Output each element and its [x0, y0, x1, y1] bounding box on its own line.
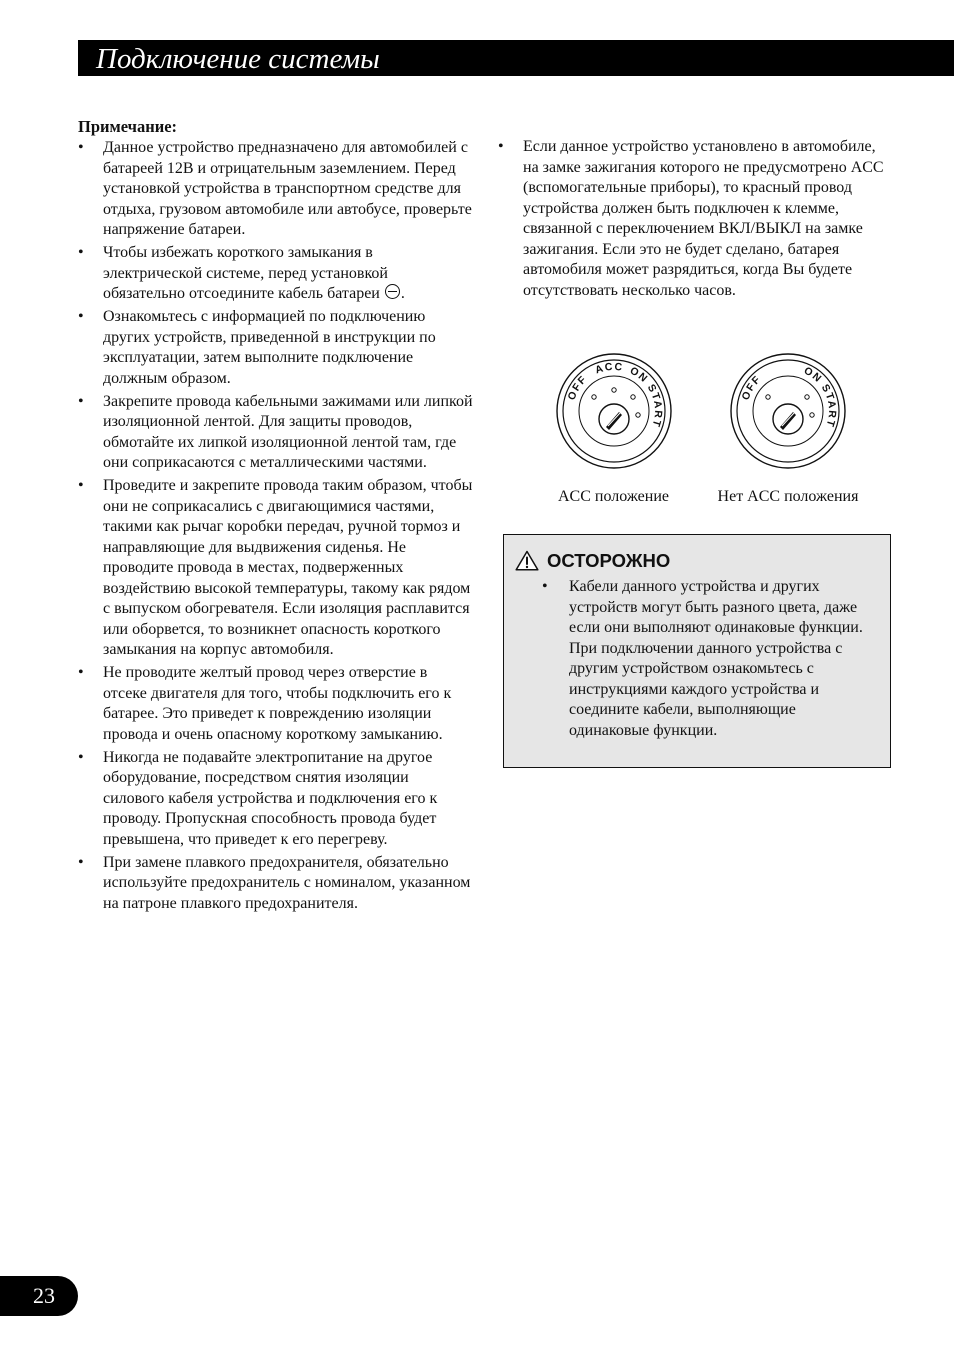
bullet: •	[78, 139, 84, 156]
list-item	[78, 392, 473, 474]
list-item	[78, 853, 473, 915]
list-item	[542, 577, 872, 741]
list-item-text: Проведите и закрепите провода таким образом, чтобы они не соприкасались с двигающимися частями, такими как рычаг коробки передач, ручной тормоз и направляющие для выдвижения сиденья. Не проводите провода в местах, подверженных воздействию высокой температуры, такому как рядом с выпуском обогревателя. Если изоляция расплавится или оборвется, то возникнет опасность короткого замыкания на корпус автомобиля.	[103, 477, 473, 658]
list-item-text: Данное устройство предназначено для автомобилей с батареей 12В и отрицательным заземлением. Перед установкой устройства в транспортном средстве для отдыха, грузовом автомобиле или автобусе, проверьте напряжение батареи.	[103, 139, 472, 238]
bullet: •	[78, 308, 84, 325]
list-item	[498, 137, 892, 301]
list-item-text: Если данное устройство установлено в автомобиле, на замке зажигания которого не предусмотрено ACC (вспомогательные приборы), то красный провод устройства должен быть подключен к клемме, связанной с переключением ВКЛ/ВЫКЛ на замке зажигания. Если это не будет сделано, батарея автомобиля может разрядиться, когда Вы будете отсутствовать несколько часов.	[523, 138, 884, 299]
bullet: •	[498, 138, 504, 155]
list-item	[78, 307, 473, 389]
bullet: •	[78, 853, 84, 871]
list-item-text: Ознакомьтесь с информацией по подключению других устройств, приведенной в инструкции по эксплуатации, затем выполните подключение должным образом.	[103, 308, 436, 387]
label-start: START	[818, 382, 839, 430]
list-item-text: Не проводите желтый провод через отверстие в отсеке двигателя для того, чтобы подключить его к батарее. Это приведет к повреждению изоляции провода и очень опасному короткому замыканию.	[103, 664, 452, 743]
label-off: OFF	[739, 373, 764, 402]
acc-caption: ACC положение	[557, 488, 669, 505]
ignition-no-acc-icon	[729, 352, 847, 470]
list-item	[78, 138, 473, 241]
sentence-end: .	[400, 285, 405, 302]
caution-box	[503, 534, 891, 768]
ignition-acc-icon	[555, 352, 673, 470]
page-number: 23	[33, 1283, 55, 1308]
warning-triangle-icon	[515, 550, 539, 571]
no-acc-figure	[703, 352, 873, 507]
label-off: OFF	[565, 373, 590, 402]
battery-negative-icon	[385, 284, 400, 299]
list-item	[78, 243, 473, 305]
list-item	[78, 663, 473, 745]
section-header	[78, 40, 954, 76]
label-start: START	[644, 382, 664, 430]
ignition-figures	[498, 352, 892, 517]
bullet: •	[542, 578, 548, 595]
bullet: •	[78, 664, 84, 681]
label-on: ON	[627, 364, 651, 386]
list-item-text: Чтобы избежать короткого замыкания в электрической системе, перед установкой обязательно отсоедините кабель батареи	[103, 244, 388, 302]
label-on: ON	[801, 364, 825, 386]
bullet: •	[78, 244, 84, 261]
list-item-text: Кабели данного устройства и других устройств могут быть разного цвета, даже если они выполняют одинаковые функции. При подключении данного устройства с другим устройством ознакомьтесь с инструкциями каждого устройства и соедините кабели, выполняющие одинаковые функции.	[569, 578, 863, 739]
caution-title: ОСТОРОЖНО	[547, 550, 671, 571]
page-number-tab	[0, 1276, 78, 1316]
no-acc-caption: Нет ACC положения	[717, 488, 859, 505]
label-acc: ACC	[593, 360, 624, 377]
bullet: •	[78, 477, 84, 494]
acc-note-list	[498, 137, 892, 301]
notes-heading: Примечание:	[78, 117, 178, 136]
list-item	[78, 476, 473, 661]
list-item-text: Закрепите провода кабельными зажимами или липкой изоляционной лентой. Для защиты проводов, обмотайте их липкой изоляционной лентой там, где они соприкасаются с металлическими частями.	[103, 392, 473, 471]
notes-column	[78, 116, 473, 917]
acc-note-column	[498, 137, 892, 304]
list-item-text: Никогда не подавайте электропитание на другое оборудование, посредством снятия изоляции силового кабеля устройства и подключения его к проводу. Пропускная способность провода будет превышена, что приведет к его перегреву.	[103, 748, 438, 848]
bullet: •	[78, 392, 84, 410]
notes-list	[78, 138, 473, 914]
caution-list	[542, 577, 872, 744]
acc-figure	[546, 352, 681, 507]
list-item-text: При замене плавкого предохранителя, обязательно используйте предохранитель с номиналом, указанном на патроне плавкого предохранителя.	[103, 853, 471, 912]
list-item	[78, 748, 473, 851]
bullet: •	[78, 748, 84, 766]
page-title: Подключение системы	[96, 43, 380, 75]
